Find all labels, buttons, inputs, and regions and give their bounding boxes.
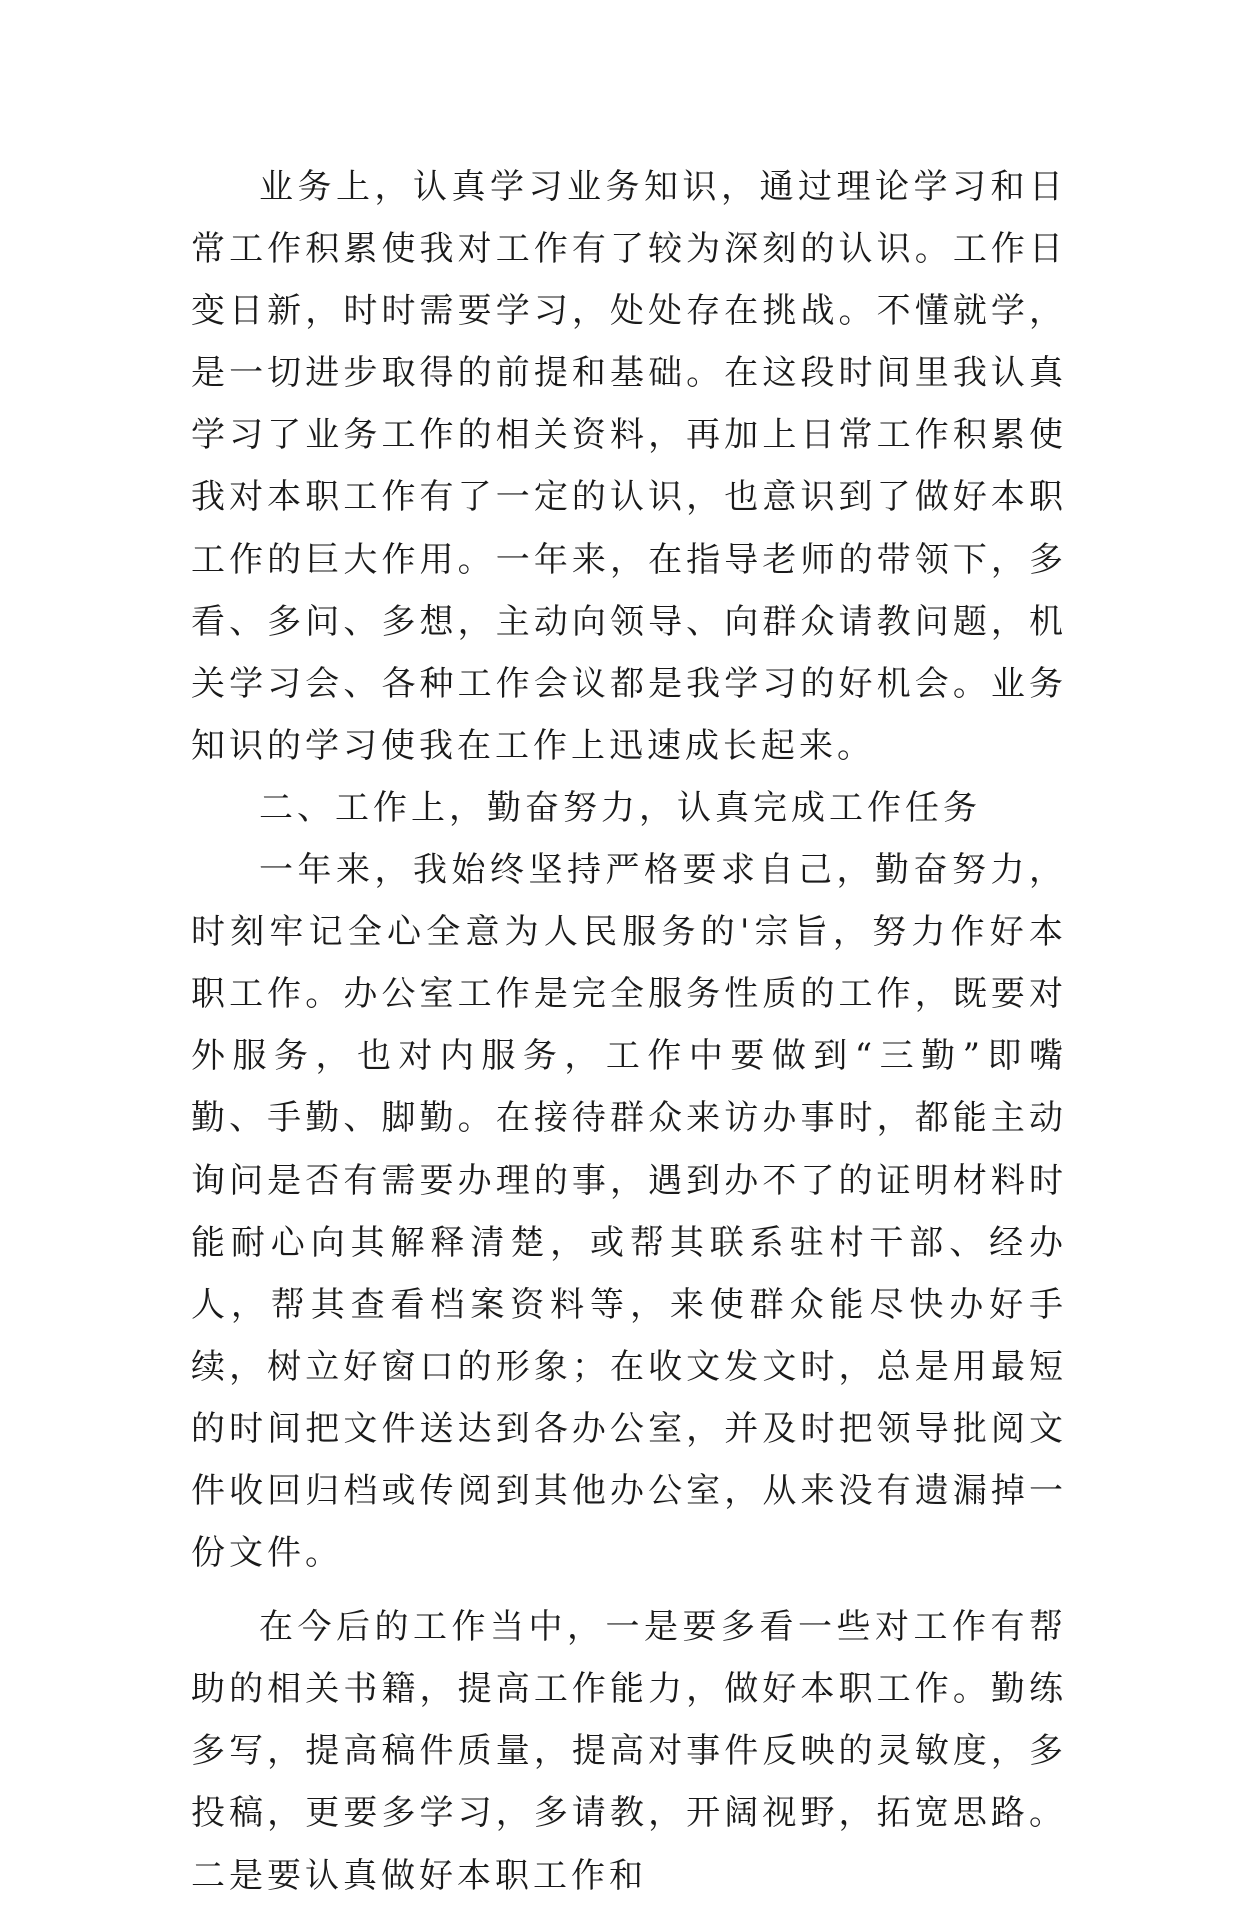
paragraph-work-diligence: 一年来，我始终坚持严格要求自己，勤奋努力，时刻牢记全心全意为人民服务的'宗旨，努力作好本职工作。办公室工作是完全服务性质的工作，既要对外服务，也对内服务，工作中要做到“三勤”即嘴勤、手勤、脚勤。在接待群众来访办事时，都能主动询问是否有需要办理的事，遇到办不了的证明材料时能耐心向其解释清楚，或帮其联系驻村干部、经办人，帮其查看档案资料等，来使群众能尽快办好手续，树立好窗口的形象；在收文发文时，总是用最短的时间把文件送达到各办公室，并及时把领导批阅文件收回归档或传阅到其他办公室，从来没有遗漏掉一份文件。 xyxy=(191,850,1067,1574)
document-body xyxy=(191,156,1067,1907)
paragraph-business-study: 业务上，认真学习业务知识，通过理论学习和日常工作积累使我对工作有了较为深刻的认识。工作日变日新，时时需要学习，处处存在挑战。不懂就学，是一切进步取得的前提和基础。在这段时间里我认真学习了业务工作的相关资料，再加上日常工作积累使我对本职工作有了一定的认识，也意识到了做好本职工作的巨大作用。一年来，在指导老师的带领下，多看、多问、多想，主动向领导、向群众请教问题，机关学习会、各种工作会议都是我学习的好机会。业务知识的学习使我在工作上迅速成长起来。 xyxy=(191,167,1067,766)
paragraph-future-work: 在今后的工作当中，一是要多看一些对工作有帮助的相关书籍，提高工作能力，做好本职工作。勤练多写，提高稿件质量，提高对事件反映的灵敏度，多投稿，更要多学习，多请教，开阔视野，拓宽思路。二是要认真做好本职工作和 xyxy=(191,1607,1067,1896)
section-heading-work: 二、工作上，勤奋努力，认真完成工作任务 xyxy=(259,787,981,828)
